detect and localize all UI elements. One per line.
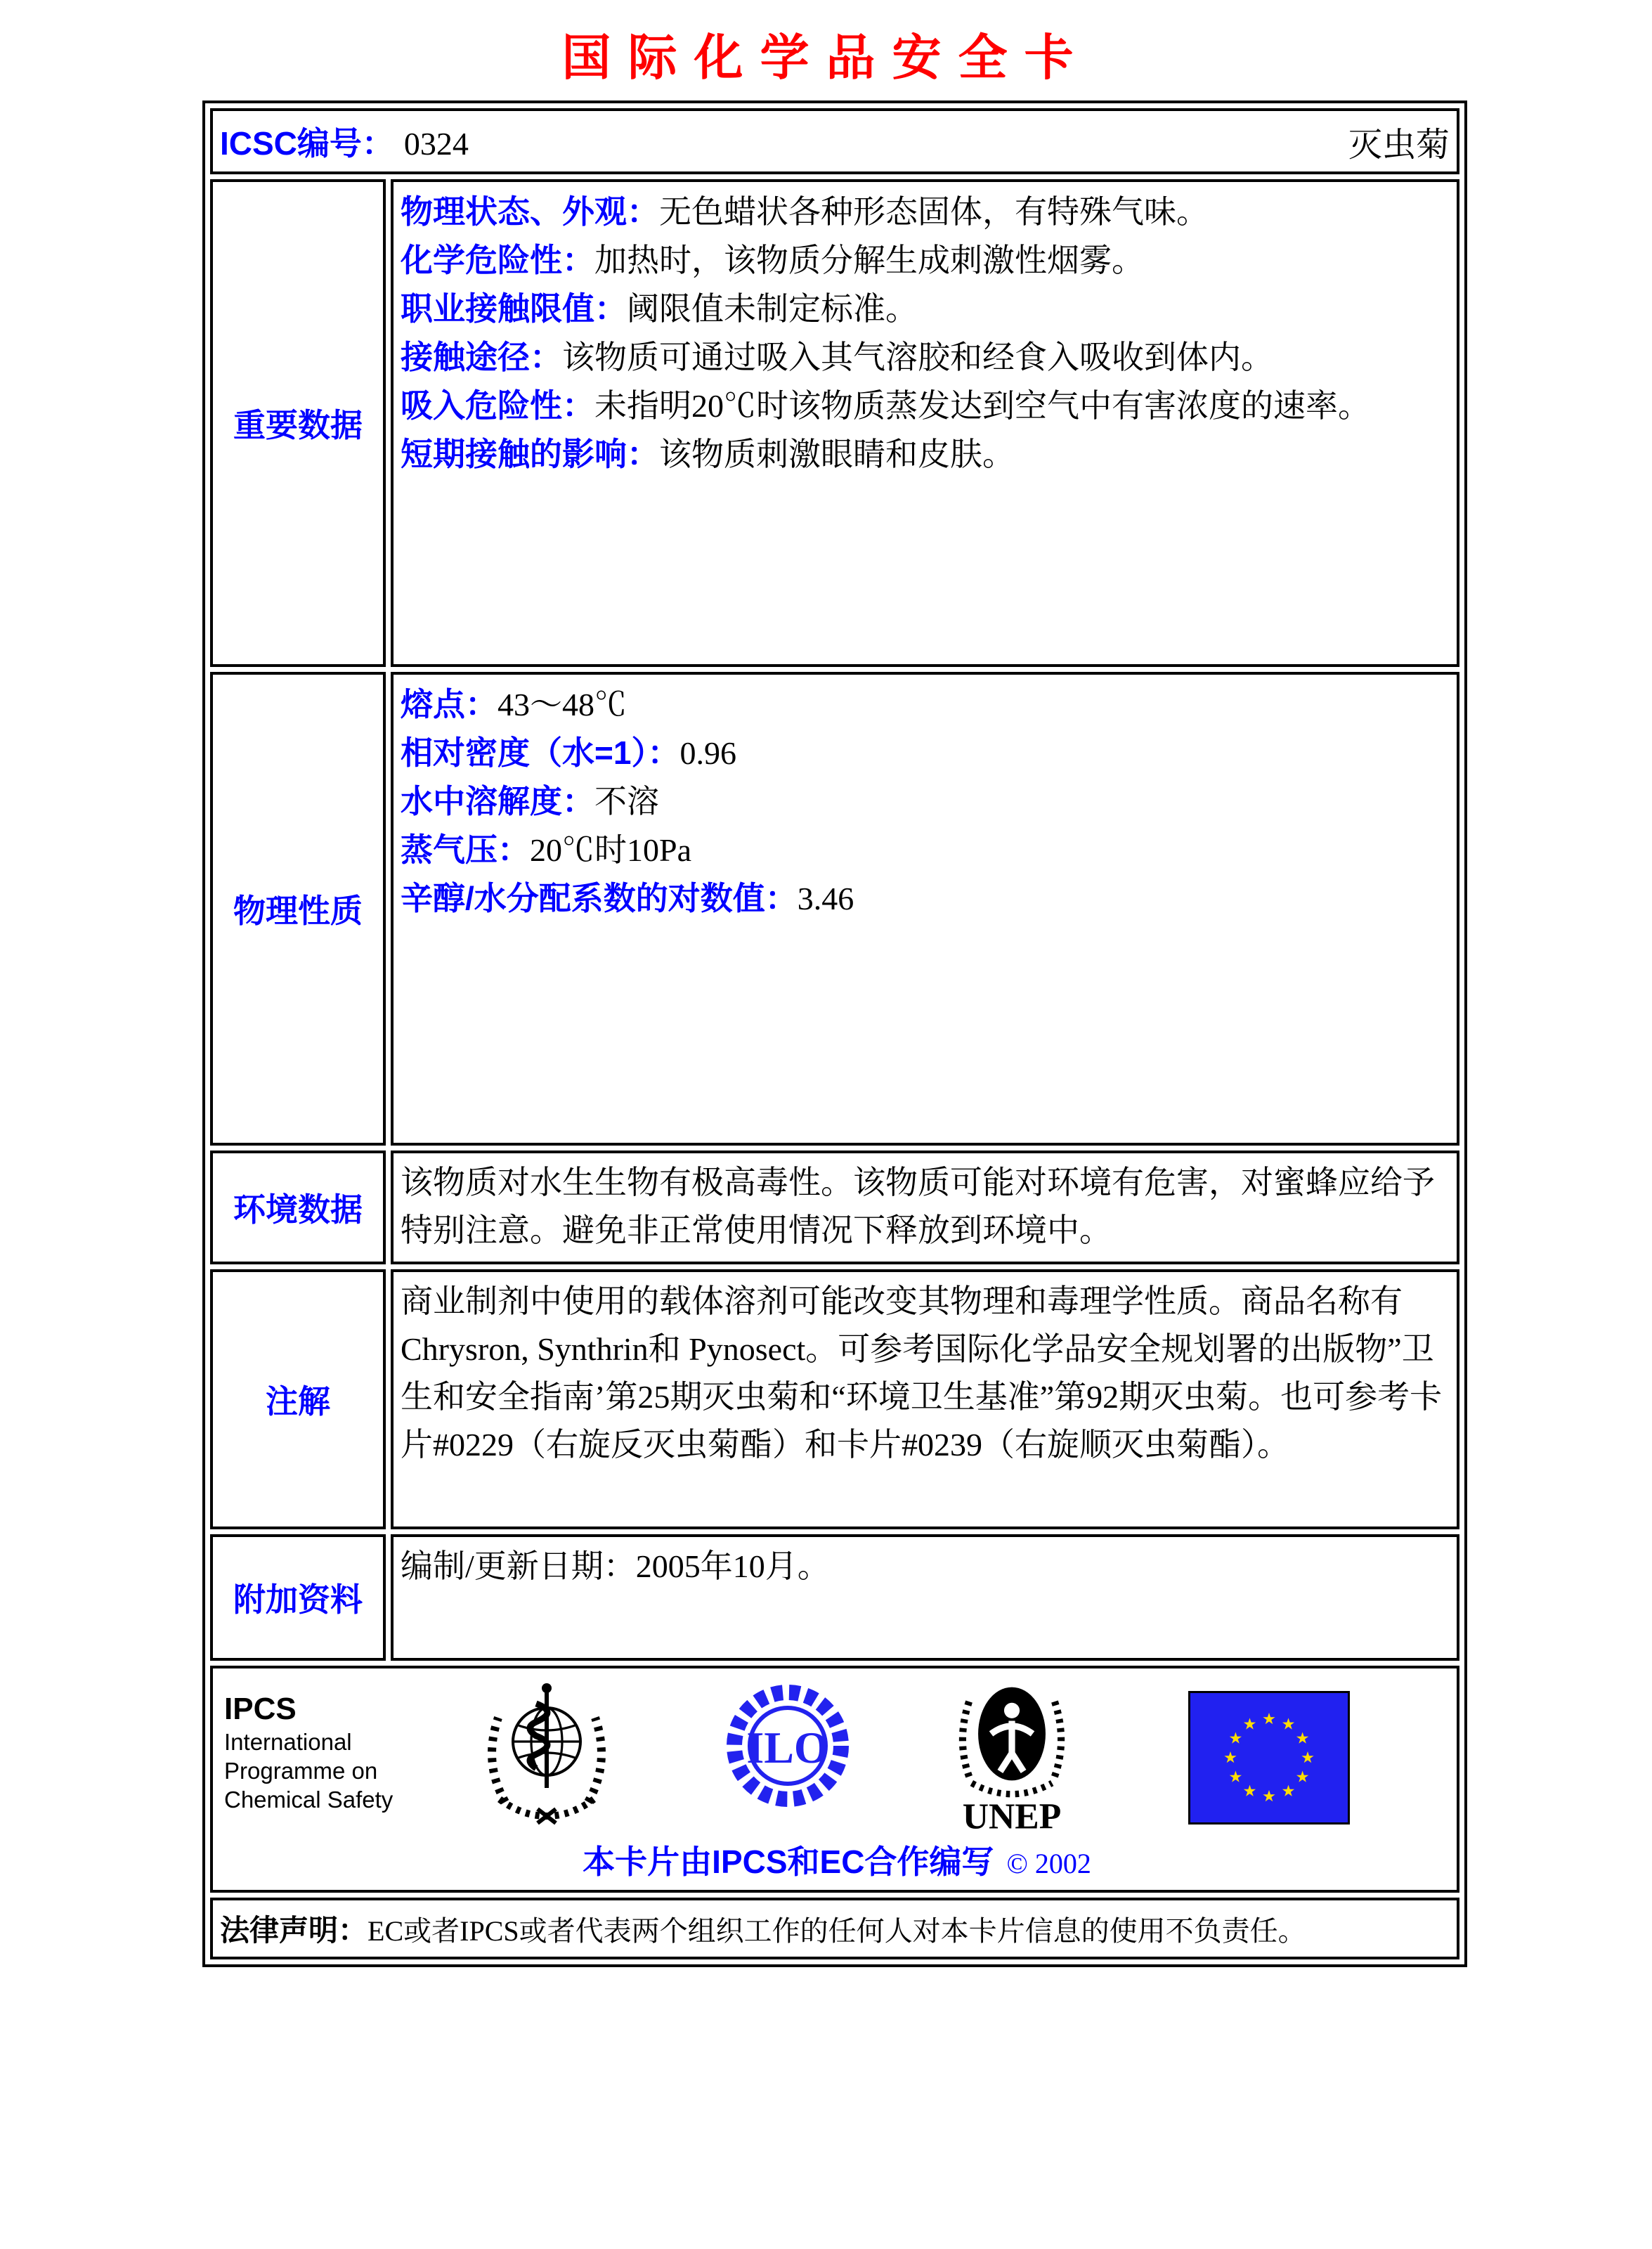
header-row bbox=[210, 108, 1459, 174]
legal-label: 法律声明： bbox=[220, 1914, 368, 1947]
who-logo-icon bbox=[480, 1678, 613, 1826]
ilo-logo-icon bbox=[717, 1678, 858, 1819]
credit-text: 本卡片由IPCS和EC合作编写 bbox=[583, 1843, 994, 1880]
additional-info-content bbox=[391, 1534, 1459, 1661]
field-label: 接触途径： bbox=[401, 339, 562, 375]
physical-properties-content bbox=[391, 672, 1459, 1146]
credit-line bbox=[224, 1836, 1450, 1883]
physical-properties-row bbox=[210, 672, 1459, 1146]
section-label-notes: 注解 bbox=[210, 1269, 386, 1529]
section-label-important: 重要数据 bbox=[210, 179, 386, 667]
ipcs-acronym: IPCS bbox=[224, 1692, 297, 1726]
eu-flag-icon bbox=[1188, 1691, 1350, 1825]
important-data-content bbox=[391, 179, 1459, 667]
data-line bbox=[401, 285, 1448, 333]
chemical-name: 灭虫菊 bbox=[1348, 126, 1450, 164]
section-paragraph: 商业制剂中使用的载体溶剂可能改变其物理和毒理学性质。商品名称有Chrysron, Synthrin和 Pynosect。可参考国际化学品安全规划署的出版物”卫生和安全指南’第25期灭虫菊和“环境卫生基准”第92期灭虫菊。也可参考卡片#0229（右旋反灭虫菊酯）和卡片#0239（右旋顺灭虫菊酯）。 bbox=[401, 1283, 1443, 1463]
field-label: 水中溶解度： bbox=[401, 783, 594, 819]
ilo-text: ILO bbox=[746, 1723, 829, 1772]
data-line bbox=[401, 188, 1448, 236]
unep-logo-icon bbox=[954, 1676, 1070, 1834]
field-label: 短期接触的影响： bbox=[401, 436, 659, 472]
data-line bbox=[401, 680, 1448, 729]
data-line bbox=[401, 777, 1448, 826]
environmental-data-content bbox=[391, 1151, 1459, 1264]
field-value: 43～48℃ bbox=[497, 687, 627, 722]
legal-cell bbox=[210, 1898, 1459, 1959]
section-paragraph: 编制/更新日期：2005年10月。 bbox=[401, 1548, 830, 1584]
ipcs-text-block bbox=[224, 1678, 412, 1814]
important-data-row bbox=[210, 179, 1459, 667]
field-label: 蒸气压： bbox=[401, 831, 530, 868]
field-value: 未指明20℃时该物质蒸发达到空气中有害浓度的速率。 bbox=[594, 388, 1370, 424]
data-line bbox=[401, 382, 1448, 430]
data-line bbox=[401, 236, 1448, 285]
data-line bbox=[401, 826, 1448, 874]
section-label-environment: 环境数据 bbox=[210, 1151, 386, 1264]
logos-cell bbox=[210, 1666, 1459, 1893]
field-label: 熔点： bbox=[401, 686, 497, 722]
field-value: 阈限值未制定标准。 bbox=[627, 291, 918, 327]
additional-info-row bbox=[210, 1534, 1459, 1661]
unep-text: UNEP bbox=[962, 1796, 1062, 1834]
notes-row bbox=[210, 1269, 1459, 1529]
logos-row bbox=[210, 1666, 1459, 1893]
icsc-number-label: ICSC编号： bbox=[220, 125, 394, 162]
legal-row bbox=[210, 1898, 1459, 1959]
ipcs-line: International bbox=[224, 1729, 352, 1755]
ipcs-line: Programme on bbox=[224, 1758, 378, 1784]
data-line bbox=[401, 333, 1448, 382]
field-label: 吸入危险性： bbox=[401, 387, 594, 424]
section-paragraph: 该物质对水生生物有极高毒性。该物质可能对环境有危害，对蜜蜂应给予特别注意。避免非正常使用情况下释放到环境中。 bbox=[401, 1165, 1435, 1248]
copyright-text: © 2002 bbox=[1006, 1848, 1091, 1879]
data-line bbox=[401, 430, 1448, 479]
section-label-additional: 附加资料 bbox=[210, 1534, 386, 1661]
notes-content bbox=[391, 1269, 1459, 1529]
field-value: 该物质可通过吸入其气溶胶和经食入吸收到体内。 bbox=[562, 339, 1273, 375]
field-label: 相对密度（水=1）： bbox=[401, 734, 680, 771]
section-label-physical: 物理性质 bbox=[210, 672, 386, 1146]
ipcs-line: Chemical Safety bbox=[224, 1787, 394, 1813]
icsc-number-value: 0324 bbox=[403, 126, 469, 162]
legal-text: EC或者IPCS或者代表两个组织工作的任何人对本卡片信息的使用不负责任。 bbox=[368, 1915, 1306, 1947]
icsc-number-group bbox=[220, 118, 469, 164]
data-line bbox=[401, 729, 1448, 777]
page-title: 国际化学品安全卡 bbox=[561, 32, 1091, 86]
field-value: 0.96 bbox=[679, 735, 736, 771]
field-label: 职业接触限值： bbox=[401, 290, 627, 327]
data-line bbox=[401, 874, 1448, 923]
field-label: 辛醇/水分配系数的对数值： bbox=[401, 880, 798, 916]
field-value: 不溶 bbox=[594, 784, 659, 819]
field-value: 3.46 bbox=[797, 881, 854, 916]
field-value: 无色蜡状各种形态固体，有特殊气味。 bbox=[659, 194, 1209, 230]
field-value: 20℃时10Pa bbox=[530, 832, 691, 868]
header-cell bbox=[210, 108, 1459, 174]
field-label: 化学危险性： bbox=[401, 242, 594, 278]
safety-card-table bbox=[202, 101, 1467, 1967]
field-value: 加热时，该物质分解生成刺激性烟雾。 bbox=[594, 242, 1144, 278]
field-label: 物理状态、外观： bbox=[401, 193, 659, 230]
field-value: 该物质刺激眼睛和皮肤。 bbox=[659, 436, 1015, 472]
environmental-data-row bbox=[210, 1151, 1459, 1264]
